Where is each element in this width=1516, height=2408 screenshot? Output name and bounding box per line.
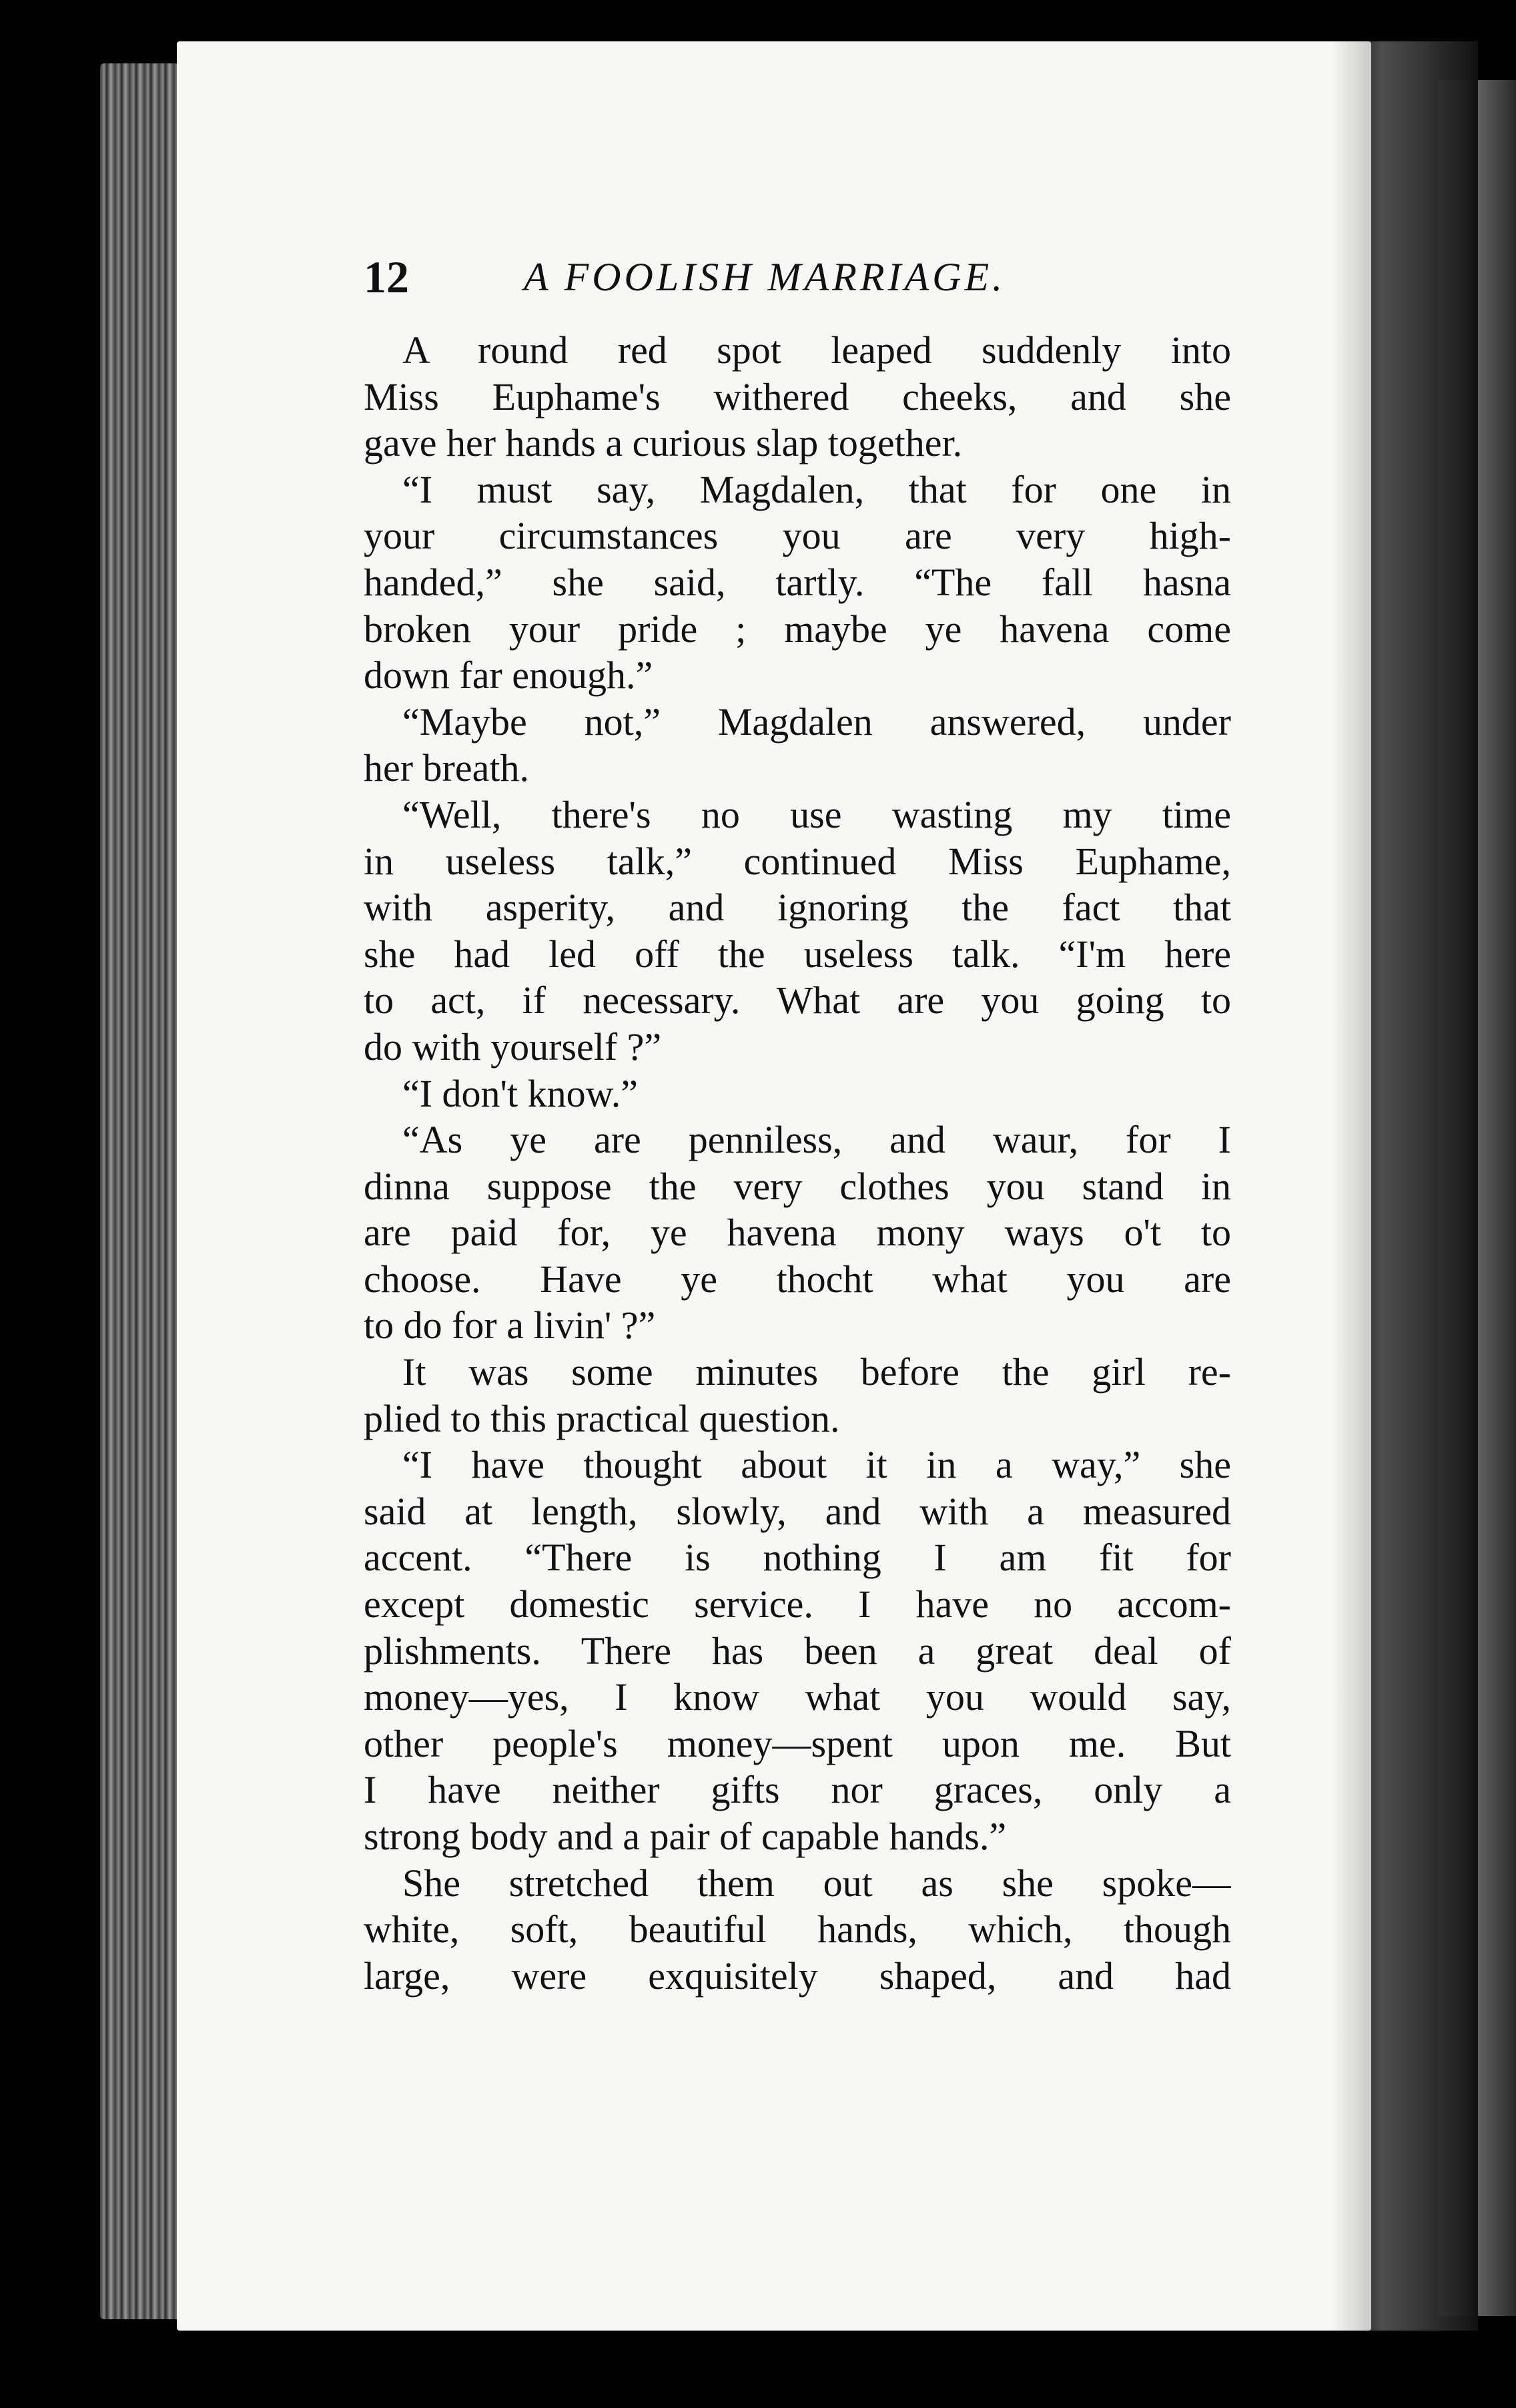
text-line: other people's money—spent upon me. But bbox=[364, 1721, 1231, 1765]
text-line: strong body and a pair of capable hands.” bbox=[364, 1815, 1007, 1858]
text-line: “Maybe not,” Magdalen answered, under bbox=[364, 699, 1231, 743]
text-line: A round red spot leaped suddenly into bbox=[364, 328, 1231, 372]
text-line: large, were exquisitely shaped, and had bbox=[364, 1953, 1231, 1998]
text-line: white, soft, beautiful hands, which, though bbox=[364, 1907, 1231, 1951]
text-line: “I must say, Magdalen, that for one in bbox=[364, 467, 1231, 511]
text-line: down far enough.” bbox=[364, 653, 653, 697]
text-line: broken your pride ; maybe ye havena come bbox=[364, 607, 1231, 651]
text-line: It was some minutes before the girl re- bbox=[364, 1350, 1231, 1394]
gutter-shadow bbox=[1331, 41, 1478, 2331]
text-line: to do for a livin' ?” bbox=[364, 1303, 656, 1347]
text-line: except domestic service. I have no accom- bbox=[364, 1582, 1231, 1626]
text-line: “Well, there's no use wasting my time bbox=[364, 792, 1231, 836]
text-line: choose. Have ye thocht what you are bbox=[364, 1257, 1231, 1301]
text-line: gave her hands a curious slap together. bbox=[364, 421, 963, 465]
text-line: said at length, slowly, and with a measured bbox=[364, 1489, 1231, 1533]
text-line: money—yes, I know what you would say, bbox=[364, 1675, 1231, 1719]
text-line: “I have thought about it in a way,” she bbox=[364, 1443, 1231, 1487]
text-line: “I don't know.” bbox=[364, 1071, 638, 1115]
text-line: Miss Euphame's withered cheeks, and she bbox=[364, 374, 1231, 418]
text-line: accent. “There is nothing I am fit for bbox=[364, 1536, 1231, 1580]
body-text bbox=[364, 327, 1231, 1999]
text-line: in useless talk,” continued Miss Euphame, bbox=[364, 839, 1231, 883]
text-line: handed,” she said, tartly. “The fall hasna bbox=[364, 560, 1231, 604]
text-line: are paid for, ye havena mony ways o't to bbox=[364, 1211, 1231, 1255]
running-head bbox=[364, 244, 1244, 310]
text-line: her breath. bbox=[364, 746, 529, 790]
text-line: your circumstances you are very high- bbox=[364, 514, 1231, 558]
text-line: She stretched them out as she spoke— bbox=[364, 1861, 1231, 1905]
text-line: she had led off the useless talk. “I'm here bbox=[364, 932, 1231, 976]
text-line: do with yourself ?” bbox=[364, 1024, 662, 1069]
text-line: dinna suppose the very clothes you stand in bbox=[364, 1164, 1231, 1208]
text-line: plied to this practical question. bbox=[364, 1396, 840, 1440]
page-number: 12 bbox=[364, 252, 409, 302]
text-line: to act, if necessary. What are you going to bbox=[364, 978, 1231, 1022]
text-line: plishments. There has been a great deal of bbox=[364, 1628, 1231, 1673]
running-title: A FOOLISH MARRIAGE. bbox=[524, 255, 1006, 299]
text-line: with asperity, and ignoring the fact that bbox=[364, 886, 1231, 930]
text-line: I have neither gifts nor graces, only a bbox=[364, 1768, 1231, 1812]
text-line: “As ye are penniless, and waur, for I bbox=[364, 1118, 1231, 1162]
